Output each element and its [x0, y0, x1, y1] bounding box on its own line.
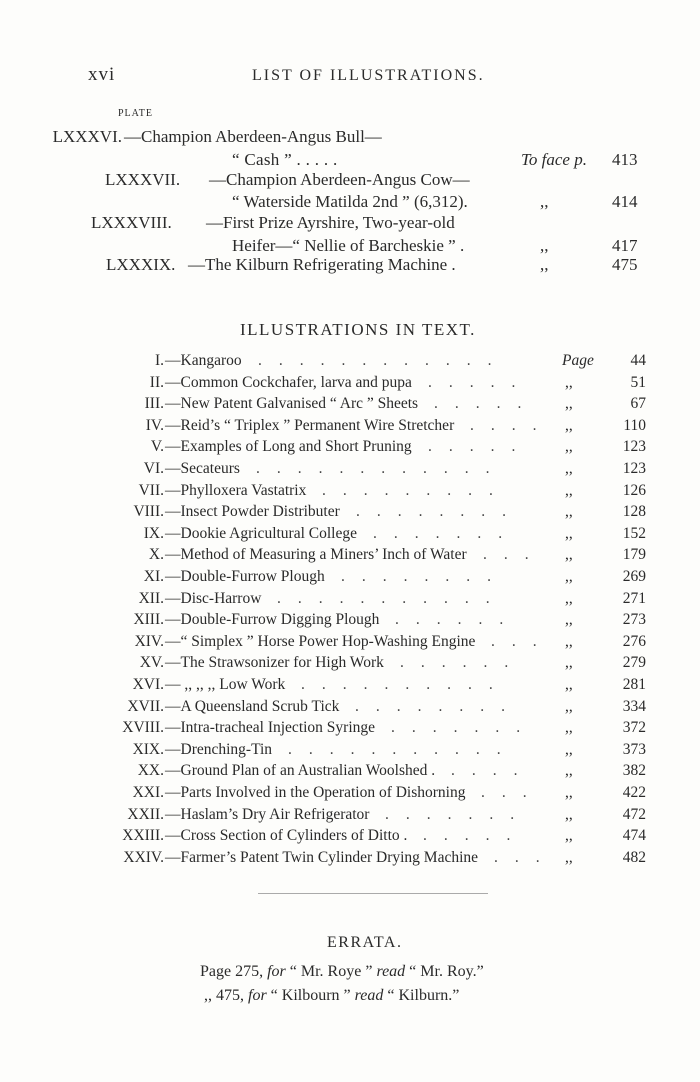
leader-dots: ...: [481, 784, 544, 801]
ditto-mark: ,,: [565, 676, 573, 693]
illustration-page: 44: [630, 352, 646, 369]
errata-text: “ Mr. Roy.”: [405, 963, 484, 980]
illustration-number: XX.: [137, 762, 164, 780]
leader-dots: ......: [395, 611, 521, 629]
illustration-title: —Haslam’s Dry Air Refrigerator: [165, 805, 370, 823]
leader-dots: ............: [256, 460, 507, 477]
list-item: [0, 762, 700, 784]
errata-line-2: [204, 987, 459, 1005]
leader-dots: .....: [434, 395, 539, 413]
illustration-number: XII.: [138, 589, 164, 607]
illustration-number: XVII.: [127, 697, 164, 715]
illustration-number: V.: [150, 438, 164, 456]
illustration-number: X.: [148, 546, 164, 564]
leader-dots: .........: [322, 481, 510, 499]
illustration-number: XIV.: [134, 632, 164, 650]
list-item: [0, 395, 700, 417]
leader-dots: ...: [483, 546, 546, 564]
leader-dots: ............: [258, 352, 509, 369]
illustration-number: XXII.: [127, 805, 164, 823]
plate-page: 413: [612, 150, 638, 169]
errata-text: Page 275,: [200, 963, 268, 980]
ditto-mark: ,,: [565, 524, 573, 542]
leader-dots: .......: [373, 524, 520, 542]
leader-dots: ........: [356, 503, 523, 521]
list-item: [0, 438, 700, 460]
illustration-number: VII.: [138, 481, 164, 499]
illustration-page: 152: [622, 524, 646, 542]
leader-dots: ..........: [301, 676, 510, 693]
illustration-number: II.: [149, 373, 164, 391]
illustration-page: 281: [622, 676, 646, 693]
list-item: [0, 352, 700, 374]
ditto-mark: ,,: [565, 568, 573, 585]
illustration-title: —Secateurs: [165, 460, 240, 477]
ditto-mark: ,,: [565, 438, 573, 456]
leader-dots: ........: [355, 697, 522, 715]
errata-title: ERRATA.: [327, 934, 403, 951]
illustration-number: XXIII.: [122, 827, 164, 845]
ditto-mark: ,,: [565, 460, 573, 477]
page-folio: xvi: [88, 64, 116, 85]
illustration-title: —Drenching-Tin: [165, 740, 273, 758]
ditto-mark: ,,: [540, 192, 549, 211]
ditto-mark: ,,: [565, 416, 573, 434]
to-face-label: To face p.: [521, 150, 587, 169]
leader-dots: .......: [391, 719, 538, 737]
illustration-page: 179: [622, 546, 646, 564]
plate-title-line2: Heifer—“ Nellie of Barcheskie ” .: [232, 236, 465, 255]
leader-dots: ...: [494, 848, 557, 866]
list-item: [0, 590, 700, 612]
illustration-page: 382: [622, 762, 646, 780]
leader-dots: ....: [470, 416, 554, 434]
plate-number: LXXXVII.: [105, 170, 181, 189]
illustration-title: —Examples of Long and Short Pruning: [165, 438, 412, 456]
plate-number: LXXXVIII.: [91, 213, 172, 232]
errata-text: “ Kilburn.”: [383, 987, 460, 1004]
illustration-page: 269: [622, 568, 646, 585]
ditto-mark: ,,: [565, 632, 573, 650]
illustration-number: VI.: [143, 460, 164, 477]
illustration-page: 372: [622, 719, 646, 737]
leader-dots: .....: [428, 373, 533, 391]
plate-title-line1: —Champion Aberdeen-Angus Cow—: [209, 170, 470, 189]
illustration-title: —Intra-tracheal Injection Syringe: [165, 719, 376, 737]
list-item: [0, 741, 700, 763]
list-item: [0, 784, 700, 806]
illustration-number: IX.: [143, 524, 164, 542]
ditto-mark: ,,: [565, 805, 573, 823]
list-item: [0, 633, 700, 655]
illustration-title: —Disc-Harrow: [165, 589, 262, 607]
illustration-title: —“ Simplex ” Horse Power Hop-Washing Engine: [165, 632, 476, 650]
illustration-page: 128: [622, 503, 646, 521]
errata-for: for: [267, 963, 286, 980]
illustration-number: I.: [154, 352, 164, 369]
section-title: ILLUSTRATIONS IN TEXT.: [240, 320, 476, 339]
illustration-title: —Common Cockchafer, larva and pupa: [165, 373, 412, 391]
leader-dots: .......: [385, 805, 532, 823]
ditto-mark: ,,: [565, 719, 573, 737]
illustration-page: 273: [622, 611, 646, 629]
leader-dots: .....: [423, 827, 528, 845]
ditto-mark: ,,: [565, 784, 573, 801]
illustration-page: 271: [622, 589, 646, 607]
ditto-mark: ,,: [565, 589, 573, 607]
illustration-page: 279: [622, 654, 646, 672]
plate-page: 475: [612, 255, 638, 274]
illustration-number: XIX.: [132, 740, 164, 758]
list-item: [0, 460, 700, 482]
list-item: [0, 698, 700, 720]
illustration-number: XI.: [143, 568, 164, 585]
ditto-mark: ,,: [565, 762, 573, 780]
plate-title-line1-text: —Champion Aberdeen-Angus Bull—: [124, 127, 382, 146]
illustration-number: XXIV.: [123, 848, 164, 866]
ditto-mark: ,,: [565, 395, 573, 413]
illustration-title: —Reid’s “ Triplex ” Permanent Wire Stretcher: [165, 416, 455, 434]
errata-read: read: [376, 963, 406, 980]
ditto-mark: ,,: [565, 827, 573, 845]
illustration-title: —The Strawsonizer for High Work: [165, 654, 384, 672]
illustration-number: XVI.: [132, 676, 164, 693]
list-item: [0, 525, 700, 547]
illustration-page: 334: [622, 697, 646, 715]
illustration-title: —Double-Furrow Digging Plough: [165, 611, 380, 629]
illustration-title: —New Patent Galvanised “ Arc ” Sheets: [165, 395, 419, 413]
illustration-title: —Method of Measuring a Miners’ Inch of Water: [165, 546, 467, 564]
ditto-mark: ,,: [565, 546, 573, 564]
errata-for: for: [248, 987, 267, 1004]
illustration-number: VIII.: [133, 503, 164, 521]
list-item: [0, 849, 700, 871]
ditto-mark: ,,: [565, 740, 573, 758]
errata-text: ,, 475,: [204, 987, 248, 1004]
plate-number: LXXXIX.: [106, 255, 176, 274]
ditto-mark: ,,: [565, 611, 573, 629]
list-item: [0, 806, 700, 828]
illustration-title: —Double-Furrow Plough: [165, 568, 325, 585]
illustration-title: —Farmer’s Patent Twin Cylinder Drying Machine: [165, 848, 479, 866]
illustration-page: 110: [623, 416, 646, 434]
leader-dots: ........: [341, 568, 508, 585]
running-title: LIST OF ILLUSTRATIONS.: [252, 67, 485, 84]
illustration-number: XIII.: [133, 611, 164, 629]
list-item: [0, 827, 700, 849]
plate-page: 414: [612, 192, 638, 211]
plate-title-line2: “ Cash ” . . . . .: [232, 150, 338, 169]
illustration-page: 422: [622, 784, 646, 801]
plate-page: 417: [612, 236, 638, 255]
illustration-page: 373: [622, 740, 646, 758]
ditto-mark: ,,: [540, 236, 549, 255]
ditto-mark: ,,: [565, 373, 573, 391]
leader-dots: .....: [428, 438, 533, 456]
leader-dots: ...........: [277, 589, 507, 607]
plate-title-line1: —The Kilburn Refrigerating Machine .: [188, 255, 456, 274]
leader-dots: ...: [491, 632, 554, 650]
leader-dots: ......: [400, 654, 526, 672]
illustration-title: —Dookie Agricultural College: [165, 524, 357, 542]
illustration-page: 276: [622, 632, 646, 650]
illustration-title: —Parts Involved in the Operation of Dishorning: [165, 784, 466, 801]
list-item: [0, 676, 700, 698]
illustration-page: 123: [622, 438, 646, 456]
ditto-mark: ,,: [565, 481, 573, 499]
ditto-mark: ,,: [540, 255, 549, 274]
ditto-mark: ,,: [565, 848, 573, 866]
list-item: [0, 374, 700, 396]
illustration-title: —Cross Section of Cylinders of Ditto .: [165, 827, 408, 845]
divider-rule: [258, 893, 488, 894]
errata-text: “ Mr. Roye ”: [285, 963, 377, 980]
list-item: [0, 417, 700, 439]
list-item: [0, 482, 700, 504]
list-item: [0, 719, 700, 741]
illustration-title: —Kangaroo: [165, 352, 242, 369]
illustration-title: —Phylloxera Vastatrix: [165, 481, 307, 499]
leader-dots: ...........: [288, 740, 518, 758]
illustration-number: III.: [144, 395, 164, 413]
ditto-mark: ,,: [565, 654, 573, 672]
leader-dots: ....: [451, 762, 535, 780]
illustration-title: —Ground Plan of an Australian Woolshed .: [165, 762, 436, 780]
illustration-page: 67: [630, 395, 646, 413]
plate-title-line2: “ Waterside Matilda 2nd ” (6,312).: [232, 192, 468, 211]
errata-text: “ Kilbourn ”: [266, 987, 355, 1004]
illustration-title: — ,, ,, ,, Low Work: [165, 676, 286, 693]
list-item: [0, 546, 700, 568]
illustration-number: XVIII.: [122, 719, 164, 737]
errata-read: read: [354, 987, 384, 1004]
plate-number: LXXXVI.: [52, 127, 122, 146]
illustration-title: —A Queensland Scrub Tick: [165, 697, 340, 715]
list-item: [0, 611, 700, 633]
plate-title-line1: —First Prize Ayrshire, Two-year-old: [206, 213, 455, 232]
illustration-number: IV.: [145, 416, 164, 434]
illustration-title: —Insect Powder Distributer: [165, 503, 340, 521]
errata-line-1: [200, 963, 484, 981]
illustration-page: 123: [622, 460, 646, 477]
illustration-page: 474: [622, 827, 646, 845]
illustration-page: 51: [630, 373, 646, 391]
illustration-page: 126: [622, 481, 646, 499]
ditto-mark: ,,: [565, 503, 573, 521]
illustration-number: XV.: [139, 654, 164, 672]
plate-column-label: PLATE: [118, 108, 153, 119]
illustration-page: 472: [622, 805, 646, 823]
list-item: [0, 654, 700, 676]
illustration-number: XXI.: [132, 784, 164, 801]
illustration-page: 482: [622, 848, 646, 866]
list-item: [0, 568, 700, 590]
ditto-mark: ,,: [565, 697, 573, 715]
page-label: Page: [562, 352, 594, 369]
list-item: [0, 503, 700, 525]
